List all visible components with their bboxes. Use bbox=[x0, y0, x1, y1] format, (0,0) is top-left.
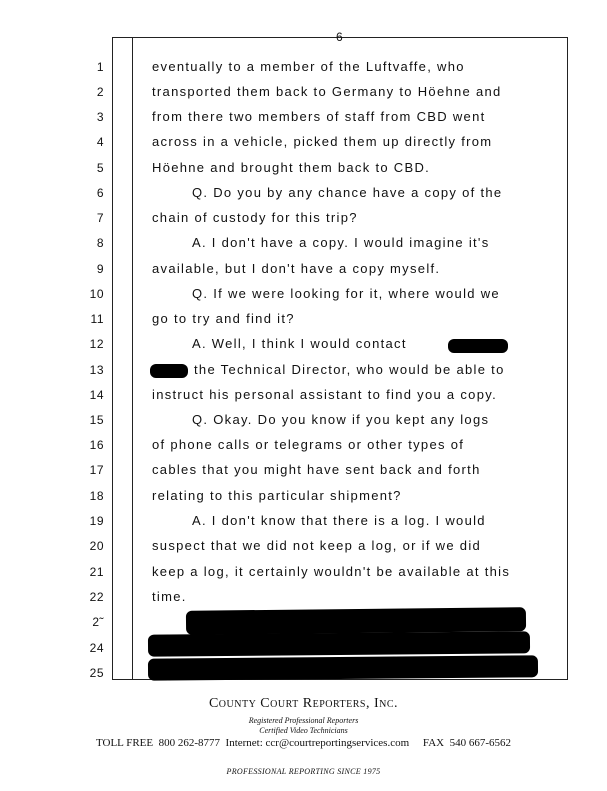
redaction-bar bbox=[148, 655, 538, 680]
reporter-credential: Certified Video Technicians bbox=[259, 726, 348, 735]
transcript-line: suspect that we did not keep a log, or if we did bbox=[152, 538, 482, 553]
line-number-margin bbox=[132, 37, 133, 680]
line-number: 10 bbox=[89, 287, 104, 301]
transcript-line-answer: A. Well, I think I would contact bbox=[192, 336, 407, 351]
line-number: 22 bbox=[89, 590, 104, 604]
transcript-line: across in a vehicle, picked them up directly from bbox=[152, 134, 493, 149]
transcript-line: from there two members of staff from CBD went bbox=[152, 109, 486, 124]
redaction-bar bbox=[148, 631, 530, 656]
transcript-line-question: Q. Okay. Do you know if you kept any logs bbox=[192, 412, 490, 427]
transcript-line-answer: A. I don't know that there is a log. I would bbox=[192, 513, 486, 528]
reporter-since-line: PROFESSIONAL REPORTING SINCE 1975 bbox=[226, 767, 381, 776]
line-number: 5 bbox=[96, 161, 104, 175]
transcript-line: of phone calls or telegrams or other types of bbox=[152, 437, 465, 452]
transcript-line: relating to this particular shipment? bbox=[152, 488, 402, 503]
transcript-line: time. bbox=[152, 589, 187, 604]
transcript-line: chain of custody for this trip? bbox=[152, 210, 358, 225]
redaction-bar bbox=[150, 364, 188, 378]
page-number: 6 bbox=[336, 30, 343, 44]
line-number: 2˜ bbox=[92, 615, 104, 629]
line-number: 20 bbox=[89, 539, 104, 553]
redaction-bar bbox=[186, 607, 526, 635]
line-number: 9 bbox=[96, 262, 104, 276]
line-number: 18 bbox=[89, 489, 104, 503]
reporter-contact-line: TOLL FREE 800 262-8777 Internet: ccr@courtreportingservices.com FAX 540 667-6562 bbox=[95, 737, 511, 749]
transcript-line: eventually to a member of the Luftvaffe, who bbox=[152, 59, 465, 74]
line-number: 25 bbox=[89, 666, 104, 680]
line-number: 21 bbox=[89, 565, 104, 579]
transcript-line: transported them back to Germany to Höehne and bbox=[152, 84, 502, 99]
line-number: 15 bbox=[89, 413, 104, 427]
line-number: 6 bbox=[96, 186, 104, 200]
line-number: 11 bbox=[90, 312, 104, 326]
transcript-line: available, but I don't have a copy myself. bbox=[152, 261, 441, 276]
transcript-line: instruct his personal assistant to find you a copy. bbox=[152, 387, 497, 402]
line-number: 7 bbox=[96, 211, 104, 225]
line-number: 1 bbox=[96, 60, 104, 74]
line-number: 4 bbox=[96, 135, 104, 149]
line-number: 13 bbox=[89, 363, 104, 377]
transcript-line: Höehne and brought them back to CBD. bbox=[152, 160, 431, 175]
reporter-credential: Registered Professional Reporters bbox=[248, 716, 359, 725]
transcript-line: keep a log, it certainly wouldn't be available at this bbox=[152, 564, 511, 579]
line-number: 19 bbox=[89, 514, 104, 528]
line-number: 24 bbox=[89, 641, 104, 655]
line-number: 17 bbox=[89, 463, 104, 477]
line-number: 16 bbox=[89, 438, 104, 452]
transcript-line: cables that you might have sent back and forth bbox=[152, 462, 481, 477]
transcript-line: go to try and find it? bbox=[152, 311, 295, 326]
transcript-line-question: Q. If we were looking for it, where would we bbox=[192, 286, 500, 301]
redaction-bar bbox=[448, 339, 508, 353]
line-number: 3 bbox=[96, 110, 104, 124]
line-number: 2 bbox=[96, 85, 104, 99]
transcript-line-answer: A. I don't have a copy. I would imagine it's bbox=[192, 235, 490, 250]
line-number: 14 bbox=[89, 388, 104, 402]
transcript-line: the Technical Director, who would be able to bbox=[194, 362, 505, 377]
line-number: 8 bbox=[96, 236, 104, 250]
line-number: 12 bbox=[89, 337, 104, 351]
reporter-firm-name: County Court Reporters, Inc. bbox=[208, 696, 399, 711]
transcript-line-question: Q. Do you by any chance have a copy of the bbox=[192, 185, 503, 200]
